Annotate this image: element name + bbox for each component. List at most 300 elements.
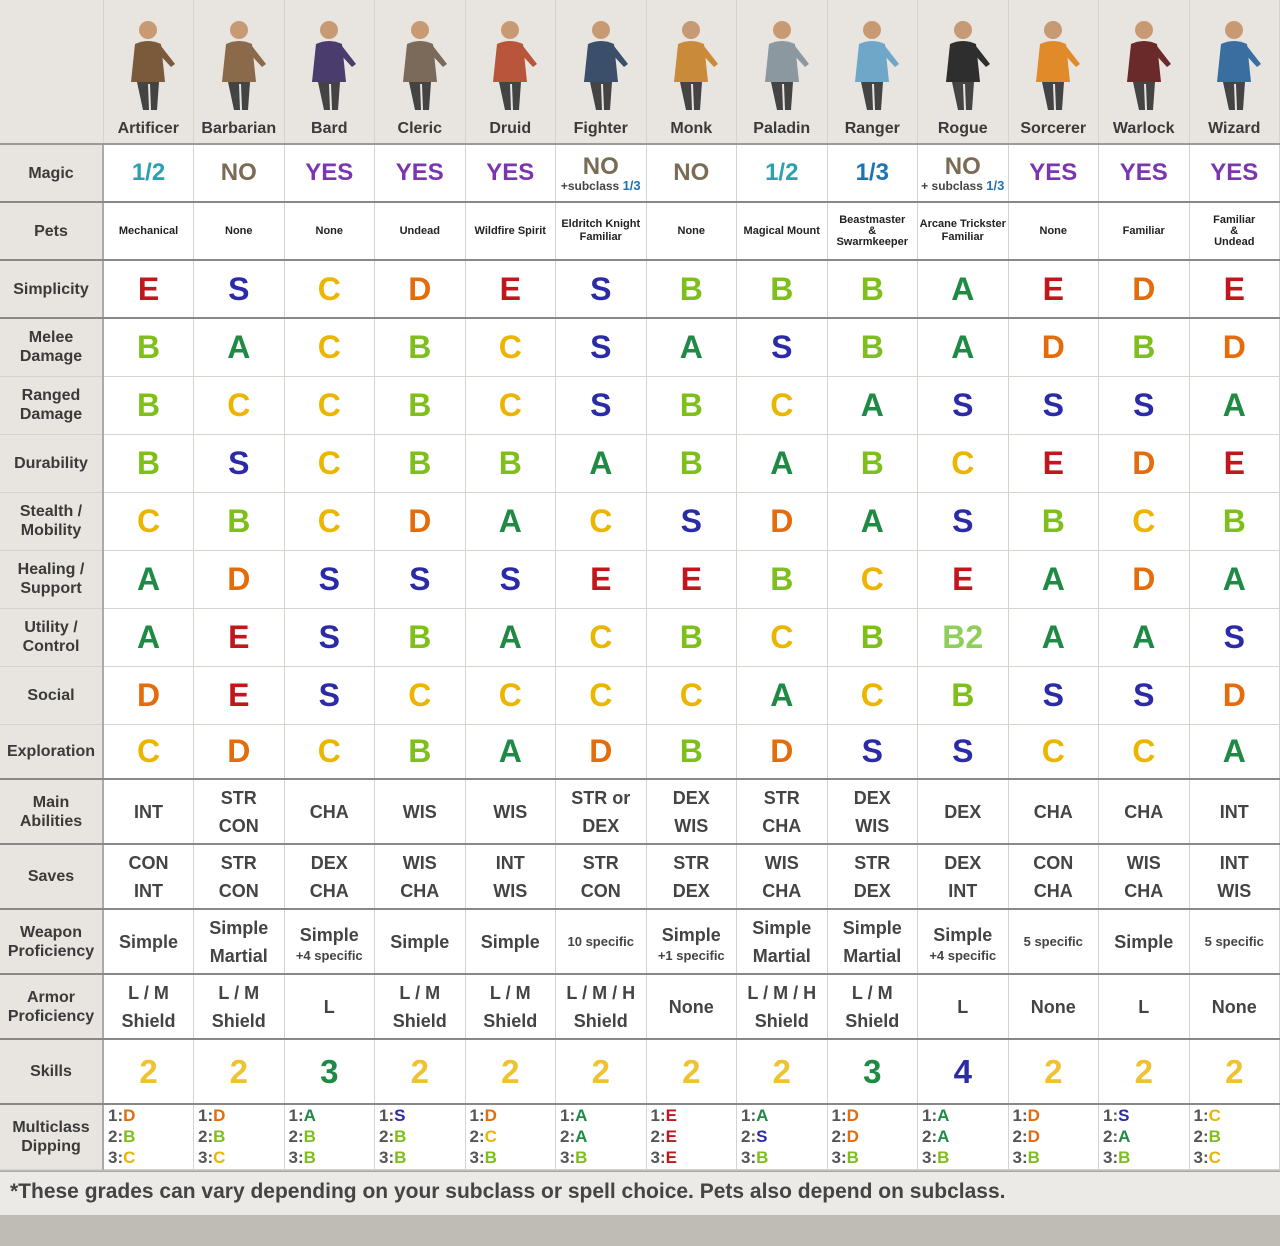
- grade-letter: A: [1222, 560, 1246, 597]
- grade-letter: A: [136, 560, 161, 597]
- grade-letter: D: [227, 732, 251, 769]
- grade-letter: S: [952, 732, 974, 769]
- grade-letter: C: [589, 676, 613, 713]
- multiclass-grade: C: [484, 1127, 497, 1147]
- grade-letter: B: [860, 618, 884, 655]
- skills-count: 2: [229, 1052, 248, 1090]
- grade-cell-ranged: [827, 376, 918, 434]
- multiclass-cell: [375, 1104, 466, 1169]
- row-social: [0, 666, 1280, 724]
- text-line: L: [1138, 996, 1150, 1017]
- class-name: Warlock: [1112, 120, 1175, 137]
- grade-cell-utility: [737, 608, 828, 666]
- text-line: DEX: [310, 852, 348, 873]
- grade-cell-exploration: [465, 724, 556, 779]
- multiclass-grade: A: [575, 1127, 588, 1147]
- grade-cell-durability: [284, 434, 375, 492]
- text-line: INT: [134, 880, 163, 901]
- grade-cell-stealth: [375, 492, 466, 550]
- grade-cell-melee: [465, 318, 556, 376]
- class-header-sorcerer: [1008, 0, 1099, 144]
- magic-subclass-note: [556, 180, 646, 192]
- text-cell-armor: [284, 974, 375, 1039]
- text-cell-main_abilities: [646, 779, 737, 844]
- pet-line: Arcane Trickster: [919, 218, 1006, 230]
- row-stealth: [0, 492, 1280, 550]
- pet-line: None: [1039, 224, 1067, 237]
- class-name: Barbarian: [201, 120, 277, 137]
- skills-cell: [1008, 1039, 1099, 1104]
- grade-letter: A: [1222, 386, 1246, 423]
- class-header-row: [0, 0, 1280, 144]
- pet-line: Familiar: [1213, 213, 1256, 226]
- grade-cell-melee: [556, 318, 647, 376]
- pet-line: None: [315, 224, 343, 237]
- text-line: STR: [582, 852, 619, 873]
- grade-letter: D: [408, 502, 432, 539]
- multiclass-grade: B: [394, 1148, 407, 1168]
- skills-count: 2: [682, 1052, 701, 1090]
- multiclass-grade: C: [1208, 1148, 1221, 1168]
- grade-cell-durability: [465, 434, 556, 492]
- grade-cell-utility: [375, 608, 466, 666]
- row-armor: [0, 974, 1280, 1039]
- grade-letter: E: [1223, 270, 1245, 307]
- text-line: DEX: [944, 852, 982, 873]
- weapon-main: Simple: [299, 925, 359, 945]
- text-line: INT: [948, 880, 978, 901]
- pet-cell: [827, 202, 918, 260]
- grade-cell-healing: [194, 550, 285, 608]
- bard-portrait-icon: [294, 14, 364, 114]
- class-name: Ranger: [844, 120, 900, 137]
- pet-line: Magical Mount: [743, 224, 820, 237]
- class-header-druid: [465, 0, 556, 144]
- multiclass-level: 2:: [741, 1127, 757, 1147]
- text-line: CHA: [762, 815, 802, 836]
- text-cell-main_abilities: [827, 779, 918, 844]
- grade-letter: D: [136, 676, 161, 713]
- text-line: INT: [134, 801, 163, 822]
- multiclass-grade: A: [303, 1106, 316, 1126]
- skills-cell: [556, 1039, 647, 1104]
- text-line: L / M: [399, 982, 441, 1003]
- multiclass-grade: S: [394, 1106, 406, 1126]
- grade-cell-exploration: [737, 724, 828, 779]
- multiclass-line: [651, 1105, 737, 1126]
- text-line: CHA: [400, 880, 440, 901]
- multiclass-cell: [556, 1104, 647, 1169]
- grade-cell-social: [556, 666, 647, 724]
- grade-letter: S: [590, 386, 612, 423]
- grade-letter: C: [136, 502, 161, 539]
- multiclass-line: [651, 1126, 737, 1147]
- grade-letter: B: [679, 618, 703, 655]
- grade-cell-simplicity: [827, 260, 918, 318]
- grade-cell-stealth: [194, 492, 285, 550]
- magic-cell: [737, 144, 828, 202]
- text-line: INT: [495, 852, 525, 873]
- grade-letter: C: [227, 386, 251, 423]
- grade-cell-durability: [1008, 434, 1099, 492]
- multiclass-line: [560, 1126, 646, 1147]
- text-cell-saves: [556, 844, 647, 909]
- multiclass-level: 1:: [469, 1106, 485, 1126]
- grade-cell-melee: [827, 318, 918, 376]
- grade-letter: C: [136, 732, 161, 769]
- weapon-cell: [375, 909, 466, 974]
- multiclass-level: 3:: [922, 1148, 938, 1168]
- multiclass-cell: [918, 1104, 1009, 1169]
- grade-cell-healing: [1008, 550, 1099, 608]
- grade-letter: S: [680, 502, 702, 539]
- grade-letter: C: [1041, 732, 1065, 769]
- magic-value: YES: [486, 159, 535, 186]
- skills-cell: [1099, 1039, 1190, 1104]
- text-line: STR: [220, 852, 257, 873]
- row-label-social: Social: [0, 666, 103, 724]
- row-healing: [0, 550, 1280, 608]
- class-name: Fighter: [573, 120, 628, 137]
- text-line: STR: [763, 787, 800, 808]
- grade-letter: B: [679, 732, 703, 769]
- weapon-cell: [465, 909, 556, 974]
- multiclass-line: [470, 1147, 556, 1168]
- multiclass-grade: A: [1118, 1127, 1131, 1147]
- grade-cell-melee: [194, 318, 285, 376]
- skills-cell: [827, 1039, 918, 1104]
- row-label-main_abilities: Main Abilities: [0, 779, 103, 844]
- skills-count: 2: [772, 1052, 791, 1090]
- grade-letter: S: [1223, 618, 1245, 655]
- grade-letter: B: [860, 270, 884, 307]
- multiclass-level: 1:: [1012, 1106, 1028, 1126]
- text-line: DEX: [582, 815, 620, 836]
- class-name: Cleric: [397, 120, 442, 137]
- multiclass-level: 3:: [560, 1148, 576, 1168]
- grade-letter: D: [1132, 444, 1156, 481]
- wizard-portrait-icon: [1199, 14, 1269, 114]
- multiclass-grade: D: [1027, 1127, 1040, 1147]
- text-line: WIS: [764, 852, 799, 873]
- class-header-paladin: [737, 0, 828, 144]
- pet-line: Undead: [1214, 235, 1255, 248]
- weapon-main: Simple: [933, 925, 993, 945]
- multiclass-line: [741, 1105, 827, 1126]
- skills-cell: [103, 1039, 194, 1104]
- rogue-portrait-icon: [928, 14, 998, 114]
- grade-cell-ranged: [465, 376, 556, 434]
- grade-letter: E: [228, 618, 250, 655]
- grade-letter: C: [589, 502, 613, 539]
- grade-cell-durability: [827, 434, 918, 492]
- skills-cell: [375, 1039, 466, 1104]
- multiclass-grade: B: [484, 1148, 497, 1168]
- pet-line: Mechanical: [118, 224, 179, 237]
- multiclass-level: 3:: [108, 1148, 124, 1168]
- row-durability: [0, 434, 1280, 492]
- multiclass-line: [470, 1105, 556, 1126]
- text-cell-armor: [465, 974, 556, 1039]
- grade-cell-social: [918, 666, 1009, 724]
- multiclass-level: 1:: [198, 1106, 214, 1126]
- grade-cell-simplicity: [1189, 260, 1280, 318]
- grade-letter: C: [498, 676, 522, 713]
- grade-cell-utility: [194, 608, 285, 666]
- weapon-cell: [1099, 909, 1190, 974]
- magic-value: 1/2: [131, 159, 166, 186]
- grade-letter: B: [679, 270, 703, 307]
- grade-cell-utility: [284, 608, 375, 666]
- grade-cell-ranged: [1008, 376, 1099, 434]
- pet-line: Familiar: [579, 231, 622, 243]
- text-line: INT: [1219, 801, 1249, 822]
- grade-letter: B2: [942, 618, 984, 655]
- multiclass-cell: [1189, 1104, 1280, 1169]
- multiclass-level: 1:: [650, 1106, 666, 1126]
- grade-cell-simplicity: [646, 260, 737, 318]
- magic-cell: [194, 144, 285, 202]
- grade-letter: A: [1222, 732, 1246, 769]
- row-label-exploration: Exploration: [0, 724, 103, 779]
- row-label-weapon: Weapon Proficiency: [0, 909, 103, 974]
- multiclass-line: [651, 1147, 737, 1168]
- row-label-skills: Skills: [0, 1039, 103, 1104]
- multiclass-grade: A: [575, 1106, 588, 1126]
- multiclass-grade: D: [484, 1106, 497, 1126]
- grade-letter: B: [136, 328, 161, 365]
- multiclass-level: 1:: [922, 1106, 938, 1126]
- grade-cell-melee: [737, 318, 828, 376]
- text-line: WIS: [855, 815, 890, 836]
- grade-cell-healing: [465, 550, 556, 608]
- multiclass-line: [922, 1147, 1008, 1168]
- grade-cell-stealth: [284, 492, 375, 550]
- weapon-cell: [194, 909, 285, 974]
- multiclass-grade: B: [123, 1127, 136, 1147]
- grade-cell-exploration: [918, 724, 1009, 779]
- multiclass-level: 2:: [288, 1127, 304, 1147]
- grade-cell-utility: [827, 608, 918, 666]
- multiclass-level: 3:: [741, 1148, 757, 1168]
- grade-letter: D: [408, 270, 432, 307]
- grade-letter: S: [952, 386, 974, 423]
- text-line: L / M: [128, 982, 169, 1003]
- text-line: L / M: [218, 982, 260, 1003]
- grade-cell-social: [375, 666, 466, 724]
- class-header-artificer: [103, 0, 194, 144]
- magic-note-fraction: 1/3: [986, 178, 1005, 193]
- grade-letter: B: [408, 732, 432, 769]
- multiclass-level: 1:: [831, 1106, 847, 1126]
- row-multiclass: [0, 1104, 1280, 1169]
- text-cell-saves: [284, 844, 375, 909]
- multiclass-level: 3:: [198, 1148, 214, 1168]
- text-line: L: [957, 996, 969, 1017]
- multiclass-line: [198, 1105, 284, 1126]
- text-line: L / M / H: [566, 982, 636, 1003]
- grade-cell-durability: [556, 434, 647, 492]
- pet-line: None: [677, 224, 705, 237]
- text-line: CHA: [1124, 801, 1164, 822]
- multiclass-grade: B: [846, 1148, 859, 1168]
- multiclass-line: [379, 1105, 465, 1126]
- magic-cell: [1008, 144, 1099, 202]
- text-line: Shield: [392, 1010, 447, 1031]
- multiclass-cell: [646, 1104, 737, 1169]
- grade-cell-exploration: [646, 724, 737, 779]
- text-cell-main_abilities: [103, 779, 194, 844]
- grade-cell-durability: [918, 434, 1009, 492]
- multiclass-line: [1194, 1105, 1280, 1126]
- text-cell-main_abilities: [737, 779, 828, 844]
- grade-cell-melee: [284, 318, 375, 376]
- magic-value: NO: [582, 153, 619, 180]
- text-cell-armor: [918, 974, 1009, 1039]
- weapon-second: Martial: [209, 945, 268, 966]
- grade-letter: B: [770, 270, 794, 307]
- skills-cell: [737, 1039, 828, 1104]
- text-cell-saves: [827, 844, 918, 909]
- skills-count: 2: [1134, 1052, 1153, 1090]
- grade-letter: D: [1041, 328, 1065, 365]
- multiclass-level: 2:: [1193, 1127, 1209, 1147]
- weapon-cell: [556, 909, 647, 974]
- text-line: CHA: [1033, 880, 1073, 901]
- multiclass-level: 2:: [650, 1127, 666, 1147]
- magic-value: YES: [395, 159, 444, 186]
- grade-cell-simplicity: [284, 260, 375, 318]
- grade-letter: C: [860, 560, 884, 597]
- text-line: CON: [580, 880, 621, 901]
- magic-value: YES: [1210, 159, 1259, 186]
- grade-letter: B: [408, 386, 432, 423]
- grade-letter: S: [499, 560, 521, 597]
- grade-letter: B: [860, 444, 884, 481]
- text-cell-main_abilities: [375, 779, 466, 844]
- row-saves: [0, 844, 1280, 909]
- grade-letter: C: [951, 444, 975, 481]
- grade-cell-durability: [1189, 434, 1280, 492]
- monk-portrait-icon: [656, 14, 726, 114]
- row-label-magic: Magic: [0, 144, 103, 202]
- magic-value: 1/3: [855, 159, 889, 186]
- grade-cell-stealth: [556, 492, 647, 550]
- row-exploration: [0, 724, 1280, 779]
- multiclass-level: 2:: [560, 1127, 576, 1147]
- weapon-cell: [1189, 909, 1280, 974]
- text-cell-armor: [194, 974, 285, 1039]
- multiclass-grade: B: [303, 1127, 316, 1147]
- multiclass-level: 1:: [560, 1106, 576, 1126]
- grade-cell-social: [1008, 666, 1099, 724]
- multiclass-line: [108, 1126, 193, 1147]
- multiclass-grade: C: [1208, 1106, 1221, 1126]
- magic-value: YES: [1119, 159, 1168, 186]
- multiclass-line: [379, 1147, 465, 1168]
- grade-letter: C: [498, 386, 522, 423]
- grade-letter: A: [498, 618, 522, 655]
- multiclass-grade: E: [665, 1127, 677, 1147]
- class-header-fighter: [556, 0, 647, 144]
- grade-letter: A: [951, 270, 975, 307]
- multiclass-cell: [737, 1104, 828, 1169]
- class-name: Rogue: [937, 120, 988, 137]
- weapon-cell: [1008, 909, 1099, 974]
- grade-cell-stealth: [1099, 492, 1190, 550]
- grade-cell-healing: [1099, 550, 1190, 608]
- multiclass-line: [741, 1147, 827, 1168]
- grade-cell-exploration: [194, 724, 285, 779]
- multiclass-line: [1013, 1147, 1099, 1168]
- text-line: None: [668, 996, 714, 1017]
- grade-cell-healing: [646, 550, 737, 608]
- grade-letter: S: [1042, 386, 1064, 423]
- grade-cell-stealth: [737, 492, 828, 550]
- multiclass-line: [1013, 1126, 1099, 1147]
- multiclass-grade: C: [213, 1148, 226, 1168]
- pet-line: None: [225, 224, 253, 237]
- text-cell-saves: [918, 844, 1009, 909]
- grade-letter: E: [499, 270, 521, 307]
- grade-letter: C: [498, 328, 522, 365]
- grade-letter: C: [770, 618, 794, 655]
- weapon-main: Simple: [390, 931, 450, 952]
- class-header-warlock: [1099, 0, 1190, 144]
- text-line: Shield: [121, 1010, 176, 1031]
- skills-count: 2: [410, 1052, 429, 1090]
- row-simplicity: [0, 260, 1280, 318]
- grade-cell-ranged: [284, 376, 375, 434]
- magic-cell: [1099, 144, 1190, 202]
- text-line: STR: [854, 852, 891, 873]
- text-cell-armor: [375, 974, 466, 1039]
- multiclass-grade: S: [1118, 1106, 1130, 1126]
- class-header-monk: [646, 0, 737, 144]
- grade-letter: D: [1222, 328, 1246, 365]
- grade-letter: C: [860, 676, 884, 713]
- grade-letter: C: [770, 386, 794, 423]
- grade-letter: D: [770, 502, 794, 539]
- multiclass-cell: [1008, 1104, 1099, 1169]
- pet-cell: [1099, 202, 1190, 260]
- grade-letter: S: [409, 560, 431, 597]
- magic-cell: [465, 144, 556, 202]
- grade-cell-melee: [103, 318, 194, 376]
- class-header-bard: [284, 0, 375, 144]
- paladin-portrait-icon: [747, 14, 817, 114]
- multiclass-line: [741, 1126, 827, 1147]
- grade-letter: E: [590, 560, 612, 597]
- grade-cell-stealth: [103, 492, 194, 550]
- multiclass-cell: [827, 1104, 918, 1169]
- multiclass-line: [1103, 1147, 1189, 1168]
- multiclass-grade: B: [1118, 1148, 1131, 1168]
- grade-cell-utility: [465, 608, 556, 666]
- magic-cell: [918, 144, 1009, 202]
- grade-cell-social: [1189, 666, 1280, 724]
- grade-cell-utility: [1099, 608, 1190, 666]
- text-cell-armor: [556, 974, 647, 1039]
- pet-line: &: [1230, 224, 1239, 237]
- multiclass-grade: B: [756, 1148, 769, 1168]
- grade-letter: S: [590, 270, 612, 307]
- magic-value: NO: [944, 153, 981, 180]
- text-cell-saves: [1008, 844, 1099, 909]
- text-line: WIS: [402, 852, 437, 873]
- grade-cell-ranged: [1099, 376, 1190, 434]
- text-line: Shield: [845, 1010, 900, 1031]
